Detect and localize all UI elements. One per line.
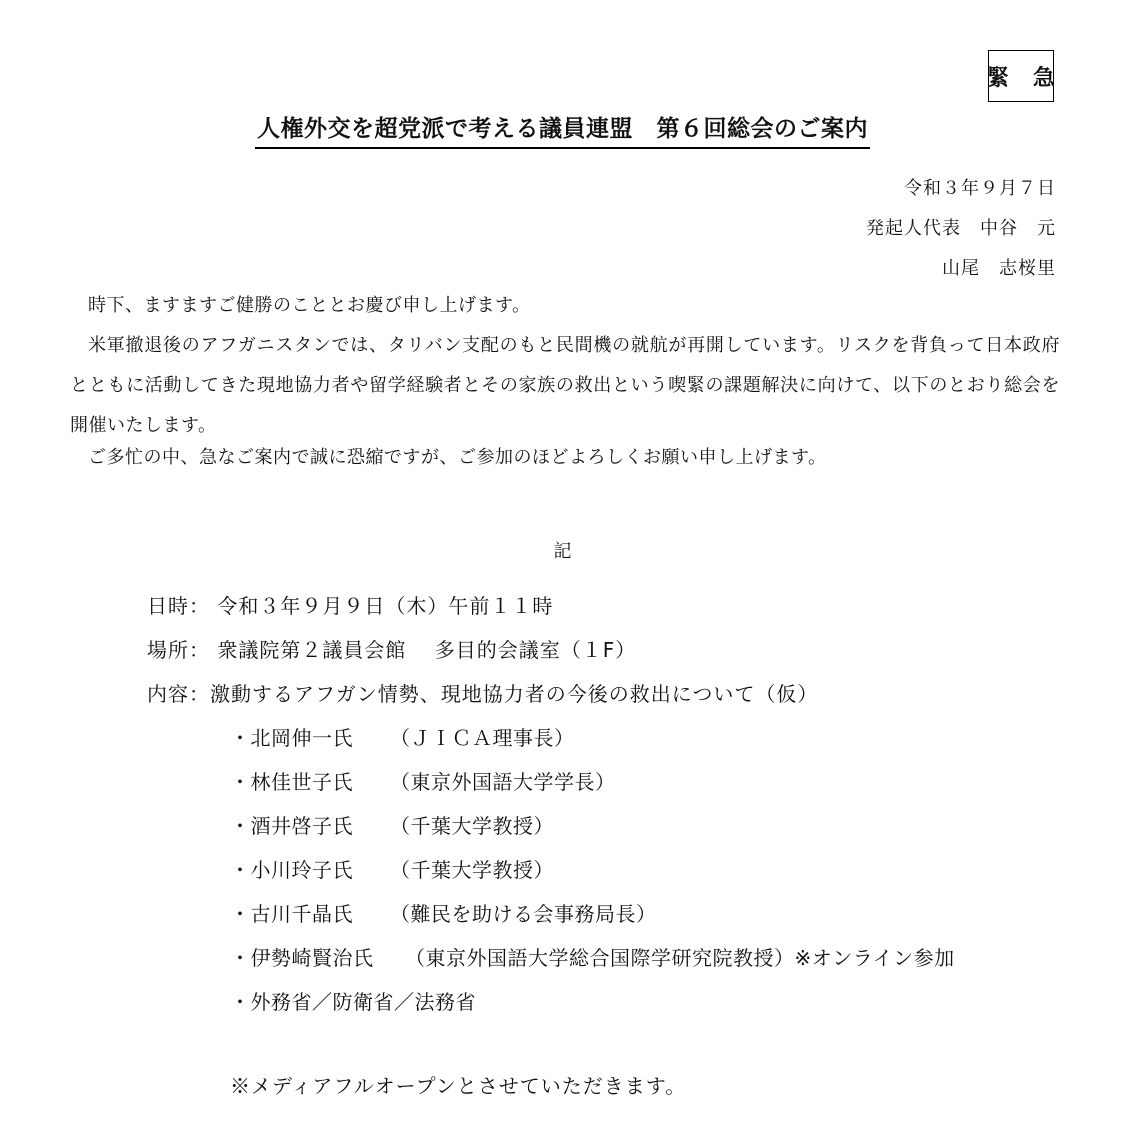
speaker-item [230, 942, 955, 971]
document-title-wrap [0, 110, 1125, 149]
speaker-name: ・古川千晶氏 [230, 902, 353, 926]
speaker-name: ・林佳世子氏 [230, 770, 353, 794]
detail-content: 内容：激動するアフガン情勢、現地協力者の今後の救出について（仮） [147, 682, 819, 706]
detail-datetime: 日時： 令和３年９月９日（木）午前１１時 [147, 594, 554, 618]
speaker-item [230, 766, 616, 795]
speaker-role: （難民を助ける会事務局長） [390, 902, 657, 926]
speaker-role: （ＪＩＣＡ理事長） [390, 726, 575, 750]
speaker-name: ・伊勢崎賢治氏 [230, 946, 374, 970]
greeting-paragraph [70, 286, 1060, 326]
sponsor-representative: 発起人代表 中谷 元 [866, 218, 1056, 239]
sponsor-second: 山尾 志桜里 [942, 258, 1056, 279]
document-title: 人権外交を超党派で考える議員連盟 第６回総会のご案内 [255, 110, 870, 149]
paragraph-text: ご多忙の中、急なご案内で誠に恐縮ですが、ご参加のほどよろしくお願い申し上げます。 [88, 447, 827, 468]
speaker-name: ・北岡伸一氏 [230, 726, 353, 750]
speaker-item [230, 854, 554, 883]
speaker-item [230, 986, 476, 1015]
speaker-name: ・小川玲子氏 [230, 858, 353, 882]
speaker-name: ・酒井啓子氏 [230, 814, 353, 838]
speaker-role: （千葉大学教授） [390, 858, 554, 882]
speaker-item [230, 810, 554, 839]
speaker-name: ・外務省／防衛省／法務省 [230, 990, 476, 1014]
purpose-paragraph [70, 326, 1060, 446]
detail-place: 場所： 衆議院第２議員会館 多目的会議室（１F） [147, 638, 637, 662]
media-note: ※メディアフルオープンとさせていただきます。 [230, 1074, 687, 1098]
closing-paragraph [70, 438, 1060, 478]
paragraph-text: 時下、ますますご健勝のこととお慶び申し上げます。 [88, 295, 531, 316]
ki-heading: 記 [553, 541, 572, 562]
paragraph-text: 米軍撤退後のアフガニスタンでは、タリバン支配のもと民間機の就航が再開しています。リスクを背負って日本政府とともに活動してきた現地協力者や留学経験者とその家族の救出という喫緊の課題解決に向けて、以下のとおり総会を開催いたします。 [70, 335, 1060, 436]
issue-date: 令和３年９月７日 [904, 178, 1056, 199]
urgent-badge: 緊 急 [988, 50, 1054, 102]
speaker-role: （東京外国語大学学長） [390, 770, 616, 794]
speaker-item [230, 722, 575, 751]
speaker-role: （千葉大学教授） [390, 814, 554, 838]
speaker-role: （東京外国語大学総合国際学研究院教授）※オンライン参加 [405, 946, 955, 970]
speaker-item [230, 898, 657, 927]
